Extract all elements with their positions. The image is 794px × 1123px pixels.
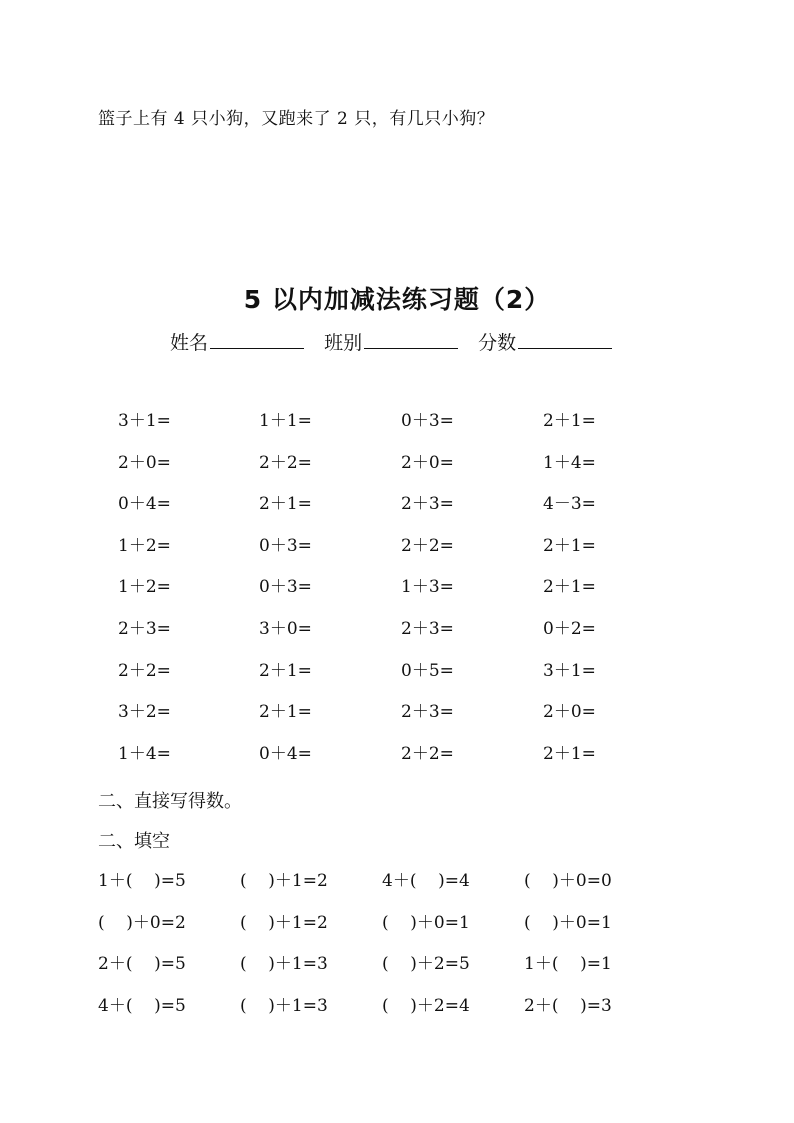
fill-blank-problem: ( )＋1=2 [240, 913, 328, 933]
arithmetic-problem: 1＋3= [401, 577, 454, 597]
arithmetic-problem: 2＋2= [401, 536, 454, 556]
fill-blank-problem: 1＋( )=5 [98, 871, 186, 891]
arithmetic-problem: 2＋0= [401, 453, 454, 473]
fill-blank-problem: ( )＋0=0 [524, 871, 612, 891]
arithmetic-problem: 4－3= [543, 494, 596, 514]
arithmetic-problem: 2＋2= [401, 744, 454, 764]
name-blank [210, 328, 304, 349]
fill-blank-problem: ( )＋0=2 [98, 913, 186, 933]
fill-blank-problem: 2＋( )=5 [98, 954, 186, 974]
arithmetic-problem: 0＋4= [118, 494, 171, 514]
score-label: 分数 [478, 332, 517, 354]
arithmetic-problem: 3＋1= [543, 661, 596, 681]
arithmetic-problem: 2＋1= [543, 411, 596, 431]
fill-blank-problem: ( )＋1=3 [240, 954, 328, 974]
student-info-row [170, 328, 626, 355]
fill-blank-problem: ( )＋0=1 [524, 913, 612, 933]
fill-blank-grid [0, 866, 794, 1026]
arithmetic-problem: 2＋2= [259, 453, 312, 473]
arithmetic-problem: 0＋3= [259, 536, 312, 556]
score-field [478, 328, 612, 355]
arithmetic-problem: 0＋2= [543, 619, 596, 639]
class-label: 班别 [324, 332, 363, 354]
arithmetic-problem: 2＋0= [543, 702, 596, 722]
fill-blank-problem: 4＋( )=4 [382, 871, 470, 891]
arithmetic-problem: 0＋5= [401, 661, 454, 681]
arithmetic-problem: 1＋4= [543, 453, 596, 473]
fill-blank-problem: ( )＋1=3 [240, 996, 328, 1016]
class-field [324, 328, 458, 355]
arithmetic-problem: 0＋3= [401, 411, 454, 431]
fill-blank-problem: 2＋( )=3 [524, 996, 612, 1016]
name-label: 姓名 [170, 332, 209, 354]
arithmetic-problem: 1＋4= [118, 744, 171, 764]
arithmetic-problem: 0＋3= [259, 577, 312, 597]
arithmetic-grid [0, 406, 794, 781]
fill-blank-problem: 4＋( )=5 [98, 996, 186, 1016]
fill-blank-problem: ( )＋1=2 [240, 871, 328, 891]
score-blank [518, 328, 612, 349]
name-field [170, 328, 304, 355]
arithmetic-problem: 2＋3= [118, 619, 171, 639]
arithmetic-problem: 2＋3= [401, 619, 454, 639]
word-problem: 篮子上有 4 只小狗，又跑来了 2 只，有几只小狗？ [98, 109, 495, 129]
arithmetic-problem: 2＋1= [259, 702, 312, 722]
arithmetic-problem: 1＋1= [259, 411, 312, 431]
arithmetic-problem: 1＋2= [118, 577, 171, 597]
section-direct-heading: 二、直接写得数。 [98, 791, 242, 812]
section-fill-heading: 二、填空 [98, 831, 170, 852]
fill-blank-problem: 1＋( )=1 [524, 954, 612, 974]
arithmetic-problem: 2＋3= [401, 702, 454, 722]
arithmetic-problem: 2＋2= [118, 661, 171, 681]
arithmetic-problem: 2＋1= [259, 494, 312, 514]
arithmetic-problem: 3＋2= [118, 702, 171, 722]
arithmetic-problem: 2＋1= [543, 744, 596, 764]
fill-blank-problem: ( )＋2=4 [382, 996, 470, 1016]
arithmetic-problem: 2＋1= [543, 577, 596, 597]
class-blank [364, 328, 458, 349]
arithmetic-problem: 2＋0= [118, 453, 171, 473]
arithmetic-problem: 2＋1= [259, 661, 312, 681]
worksheet-title: 5 以内加减法练习题（2） [243, 285, 551, 314]
arithmetic-problem: 2＋3= [401, 494, 454, 514]
arithmetic-problem: 1＋2= [118, 536, 171, 556]
fill-blank-problem: ( )＋2=5 [382, 954, 470, 974]
arithmetic-problem: 0＋4= [259, 744, 312, 764]
arithmetic-problem: 3＋0= [259, 619, 312, 639]
arithmetic-problem: 3＋1= [118, 411, 171, 431]
fill-blank-problem: ( )＋0=1 [382, 913, 470, 933]
arithmetic-problem: 2＋1= [543, 536, 596, 556]
